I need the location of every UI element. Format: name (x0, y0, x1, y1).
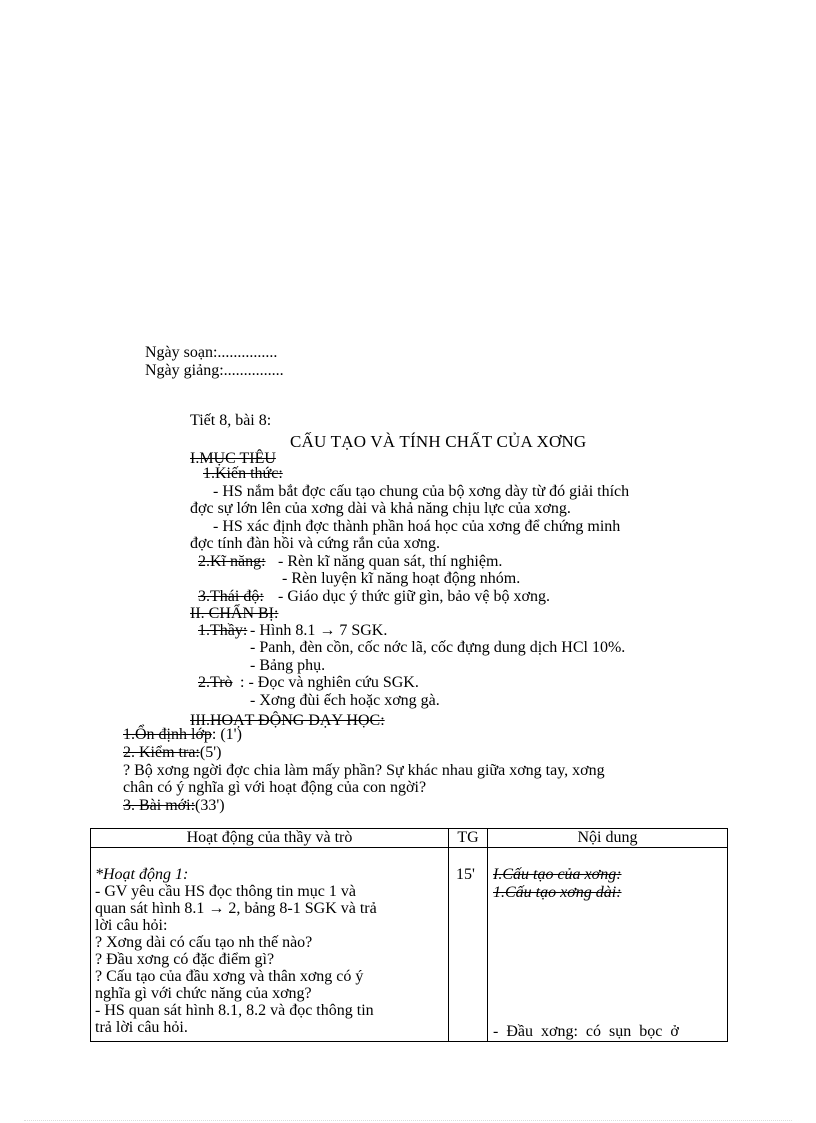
activity-line: nghĩa gì với chức năng của xơng? (95, 985, 312, 1002)
content-heading-2: 1.Cấu tạo xơng dài: (493, 884, 622, 901)
lesson-number: Tiết 8, bài 8: (190, 412, 272, 429)
activity-line: ? Cấu tạo của đầu xơng và thân xơng có ý (95, 968, 364, 985)
content-heading-1: I.Cấu tạo của xơng: (493, 866, 622, 883)
hoat-dong-heading: III.HOẠT ĐỘNG DẠY HỌC: (190, 712, 385, 729)
activity-line: trả lời câu hỏi. (95, 1019, 188, 1036)
kiem-tra-label: 2. Kiểm tra: (123, 744, 200, 761)
ki-nang-label: 2.Kĩ năng: (198, 553, 266, 570)
on-dinh-value: : (1') (211, 726, 242, 743)
activity-line: lời câu hỏi: (95, 917, 168, 934)
activity-line: - GV yêu cầu HS đọc thông tin mục 1 và (95, 883, 356, 900)
kiem-tra-line (123, 744, 221, 761)
tg-cell (449, 848, 488, 1042)
muc-tieu-heading: I.MỤC TIÊU (190, 450, 276, 467)
thai-do-label: 3.Thái độ: (198, 588, 264, 605)
lesson-title: CẤU TẠO VÀ TÍNH CHẤT CỦA XƠNG (290, 432, 587, 451)
activity-line: ? Xơng dài có cấu tạo nh thế nào? (95, 934, 313, 951)
bai-moi-value: (33') (195, 797, 225, 814)
ngay-giang: Ngày giảng:............... (145, 362, 284, 379)
activity-line: ? Đầu xơng có đặc điểm gì? (95, 951, 275, 968)
thay-label: 1.Thầy: (198, 622, 248, 639)
on-dinh-line (123, 726, 242, 743)
bai-moi-line (123, 797, 225, 814)
content-line: - Đầu xơng: có sụn bọc ở (493, 1023, 679, 1040)
table-header-row (91, 829, 728, 848)
on-dinh-label: 1.Ổn định lớp (123, 726, 212, 743)
tro-line-1: : - Đọc và nghiên cứu SGK. (240, 674, 419, 691)
thay-line-1: - Hình 8.1 → 7 SGK. (250, 622, 388, 639)
header-content: Nội dung (488, 829, 728, 848)
ngay-soan: Ngày soạn:............... (145, 344, 278, 361)
header-tg: TG (449, 829, 488, 848)
tro-label: 2.Trò (198, 674, 233, 691)
kien-thuc-line-1: - HS nắm bắt đợc cấu tạo chung của bộ xơng dày từ đó giải thích (213, 483, 630, 500)
kiem-tra-question-1: ? Bộ xơng ngời đợc chia làm mấy phần? Sự khác nhau giữa xơng tay, xơng (123, 762, 605, 779)
chuan-bi-heading: II. CHẨN BỊ: (190, 605, 279, 622)
bai-moi-label: 3. Bài mới: (123, 797, 196, 814)
kien-thuc-line-2: đợc sự lớn lên của xơng dài và khả năng chịu lực của xơng. (190, 500, 571, 517)
activity-line: quan sát hình 8.1 → 2, bảng 8-1 SGK và trả (95, 900, 377, 917)
thay-line-3: - Bảng phụ. (250, 657, 326, 674)
activity-title: *Hoạt động 1: (95, 866, 189, 883)
ki-nang-line-2: - Rèn luyện kĩ năng hoạt động nhóm. (282, 570, 521, 587)
lesson-table (90, 828, 728, 1042)
kiem-tra-value: (5') (199, 744, 222, 761)
kiem-tra-question-2: chân có ý nghĩa gì với hoạt động của con ngời? (123, 779, 427, 796)
kien-thuc-label: 1.Kiến thức: (203, 465, 283, 482)
thai-do-line-1: - Giáo dục ý thức giữ gìn, bảo vệ bộ xơng. (278, 588, 550, 605)
page-bottom-divider (24, 1120, 792, 1121)
table-row (91, 848, 728, 1042)
kien-thuc-line-4: đợc tính đàn hồi và cứng rắn của xơng. (190, 535, 440, 552)
activity-line: - HS quan sát hình 8.1, 8.2 và đọc thông tin (95, 1002, 374, 1019)
tro-line-2: - Xơng đùi ếch hoặc xơng gà. (250, 692, 440, 709)
activity-cell (91, 848, 449, 1042)
tg-value: 15' (456, 866, 475, 883)
content-cell (488, 848, 728, 1042)
ki-nang-line-1: - Rèn kĩ năng quan sát, thí nghiệm. (278, 553, 503, 570)
kien-thuc-line-3: - HS xác định đợc thành phần hoá học của xơng để chứng minh (213, 518, 621, 535)
header-activity: Hoạt động của thầy và trò (91, 829, 449, 848)
thay-line-2: - Panh, đèn cồn, cốc nớc lã, cốc đựng dung dịch HCl 10%. (250, 639, 626, 656)
